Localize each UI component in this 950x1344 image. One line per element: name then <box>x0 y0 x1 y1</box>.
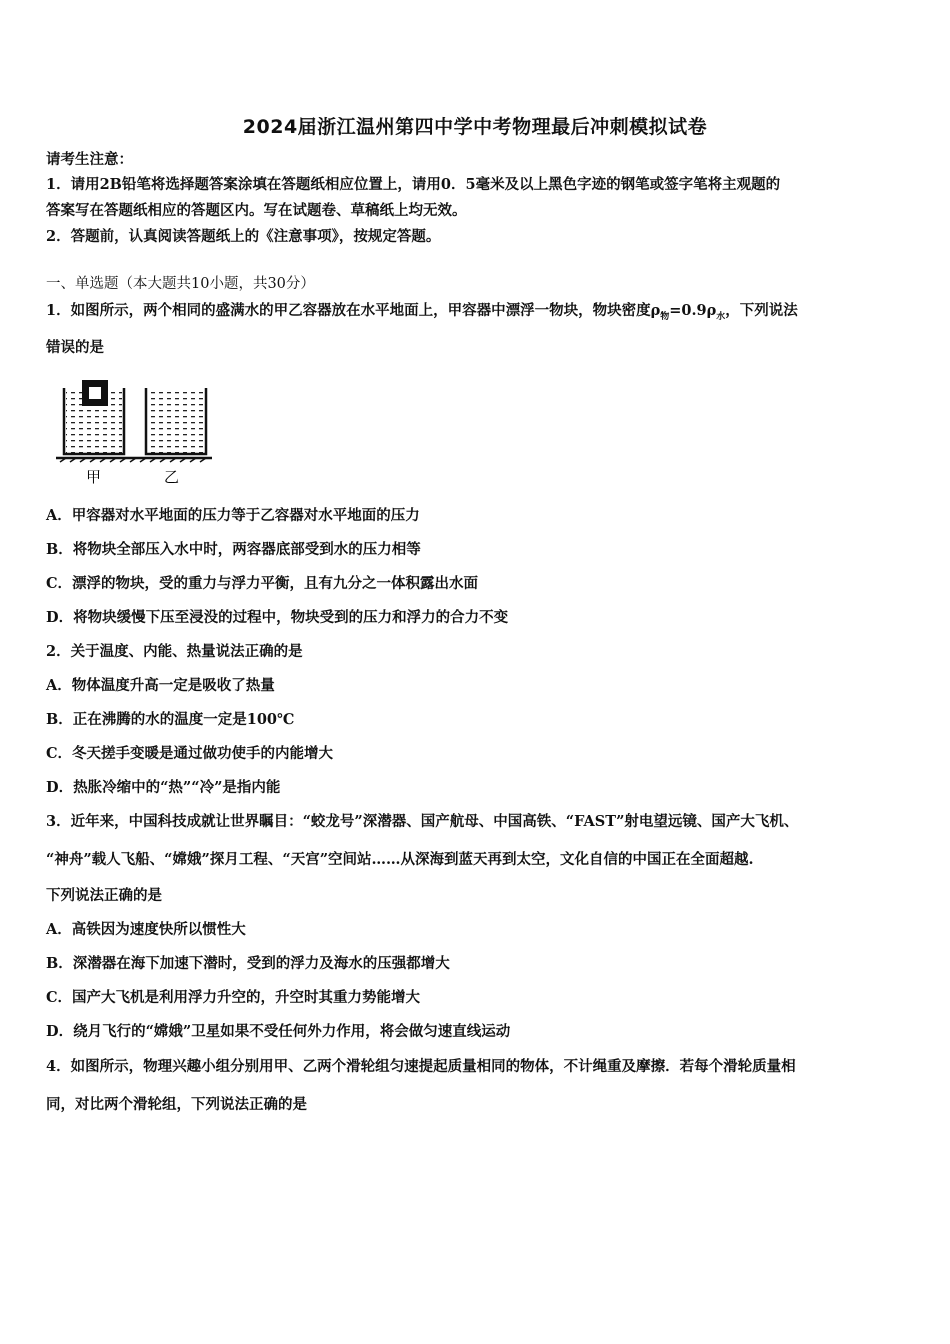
q1-sub-water: 水 <box>716 311 726 322</box>
notice-item-1-line-2: 答案写在答题纸相应的答题区内。写在试题卷、草稿纸上均无效。 <box>46 202 467 219</box>
q1-option-a: A．甲容器对水平地面的压力等于乙容器对水平地面的压力 <box>46 507 420 524</box>
q3-stem-line-3: 下列说法正确的是 <box>46 887 162 904</box>
q1-stem-mid: =0.9ρ <box>669 302 717 319</box>
page-title: 2024届浙江温州第四中学中考物理最后冲刺模拟试卷 <box>242 116 708 138</box>
q3-stem-line-1: 3．近年来，中国科技成就让世界瞩目：“蛟龙号”深潜器、国产航母、中国高铁、“FAST”射电望远镜、国产大飞机、 <box>46 813 799 830</box>
q1-sub-object: 物 <box>660 311 670 322</box>
q4-stem-line-1: 4．如图所示，物理兴趣小组分别用甲、乙两个滑轮组匀速提起质量相同的物体，不计绳重及摩擦．若每个滑轮质量相 <box>46 1058 796 1075</box>
q1-stem-line-2: 错误的是 <box>46 339 104 356</box>
q3-stem-line-2: “神舟”载人飞船、“嫦娥”探月工程、“天宫”空间站……从深海到蓝天再到太空，文化自信的中国正在全面超越. <box>46 851 754 868</box>
q2-option-a: A．物体温度升高一定是吸收了热量 <box>46 677 275 694</box>
container-figure <box>54 378 214 488</box>
q1-option-c: C．漂浮的物块，受的重力与浮力平衡，且有九分之一体积露出水面 <box>46 575 479 592</box>
q1-option-b: B．将物块全部压入水中时，两容器底部受到水的压力相等 <box>46 541 421 558</box>
section-heading: 一、单选题（本大题共10小题，共30分） <box>46 276 315 292</box>
q2-option-d: D．热胀冷缩中的“热”“冷”是指内能 <box>46 779 281 796</box>
q3-option-c: C．国产大飞机是利用浮力升空的，升空时其重力势能增大 <box>46 989 421 1006</box>
container-b <box>146 388 206 454</box>
q3-option-a: A．高铁因为速度快所以惯性大 <box>46 921 246 938</box>
notice-item-1-line-1: 1．请用2B铅笔将选择题答案涂填在答题纸相应位置上，请用0．5毫米及以上黑色字迹的钢笔或签字笔将主观题的 <box>46 176 781 193</box>
notice-item-2: 2．答题前，认真阅读答题纸上的《注意事项》，按规定答题。 <box>46 228 441 245</box>
container-a <box>64 380 124 454</box>
q4-stem-line-2: 同，对比两个滑轮组，下列说法正确的是 <box>46 1096 307 1113</box>
q2-stem: 2．关于温度、内能、热量说法正确的是 <box>46 643 303 660</box>
q2-option-b: B．正在沸腾的水的温度一定是100℃ <box>46 711 295 728</box>
ground <box>56 458 212 462</box>
q1-stem-post: ，下列说法 <box>725 302 798 319</box>
q1-option-d: D．将物块缓慢下压至浸没的过程中，物块受到的压力和浮力的合力不变 <box>46 609 509 626</box>
q3-option-b: B．深潜器在海下加速下潜时，受到的浮力及海水的压强都增大 <box>46 955 450 972</box>
q1-stem-line-1 <box>46 301 798 327</box>
figure-label-b: 乙 <box>164 468 180 486</box>
q2-option-c: C．冬天搓手变暖是通过做功使手的内能增大 <box>46 745 334 762</box>
q1-stem-pre: 1．如图所示，两个相同的盛满水的甲乙容器放在水平地面上，甲容器中漂浮一物块，物块密度ρ <box>46 302 661 319</box>
notice-heading: 请考生注意： <box>46 151 133 168</box>
q3-option-d: D．绕月飞行的“嫦娥”卫星如果不受任何外力作用，将会做匀速直线运动 <box>46 1023 511 1040</box>
figure-label-a: 甲 <box>86 468 102 486</box>
